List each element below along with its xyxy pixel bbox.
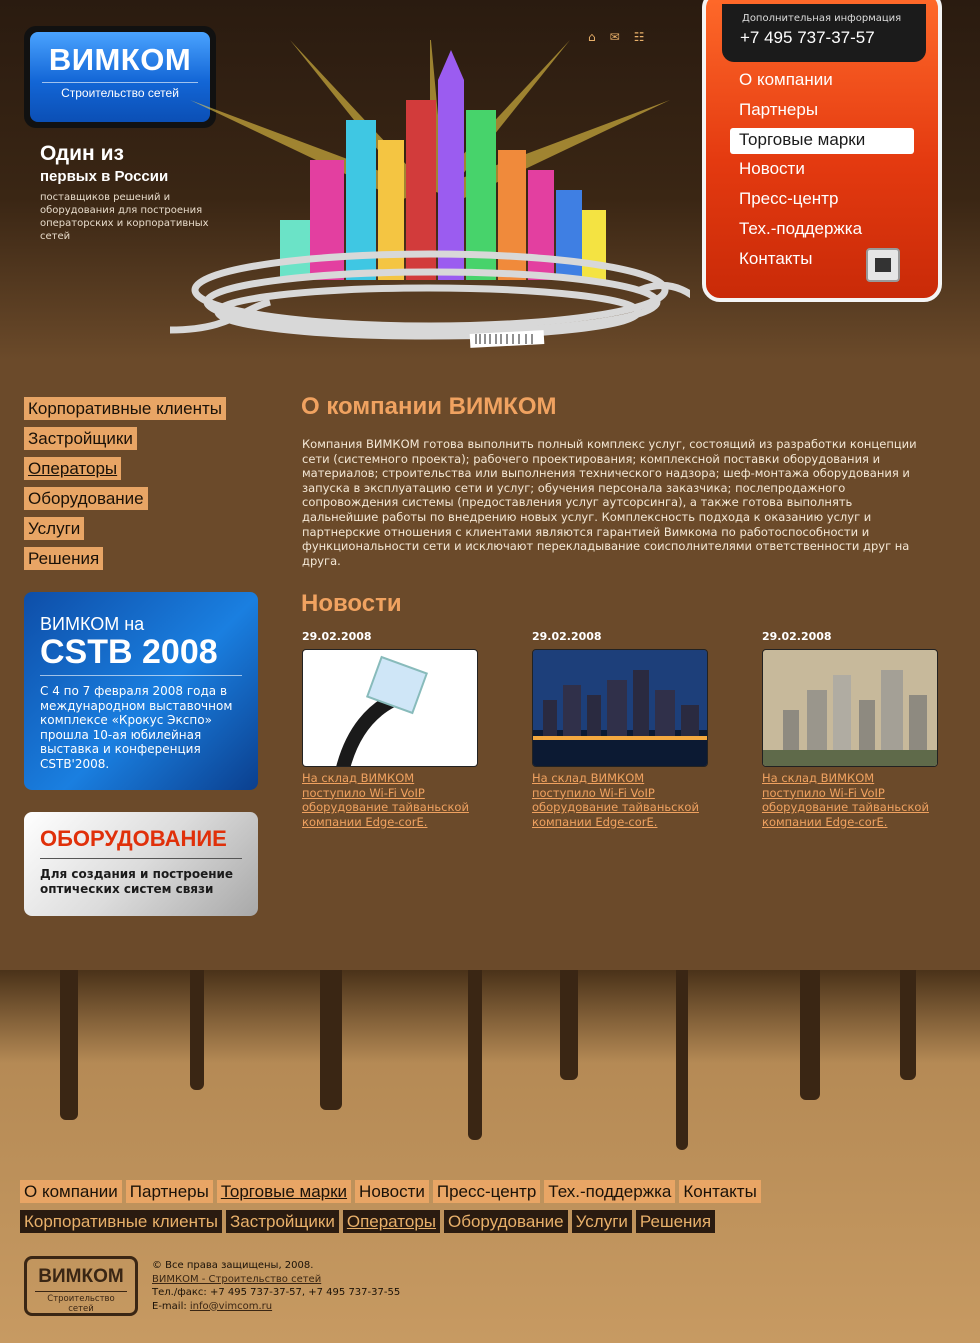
footer-link-equipment[interactable]: Оборудование <box>444 1210 568 1233</box>
footer-link-corporate[interactable]: Корпоративные клиенты <box>20 1210 222 1233</box>
top-icons <box>588 30 644 44</box>
footer-link-developers[interactable]: Застройщики <box>226 1210 339 1233</box>
tagline-mid: первых в России <box>40 168 169 185</box>
left-menu-developers[interactable]: Застройщики <box>24 427 137 450</box>
news-link[interactable]: На склад ВИМКОМ поступило Wi-Fi VoIP оборудование тайваньской компании Edge-corE. <box>762 771 929 829</box>
footer-link-solutions[interactable]: Решения <box>636 1210 715 1233</box>
phone-label: Дополнительная информация <box>742 13 902 24</box>
nav-item-about[interactable]: О компании <box>739 70 833 89</box>
news-item <box>532 630 708 829</box>
paint-drip <box>676 970 688 1150</box>
paint-drip <box>800 970 820 1100</box>
footer-nav-secondary <box>20 1210 715 1233</box>
left-menu-corporate[interactable]: Корпоративные клиенты <box>24 397 226 420</box>
nav-item-news[interactable]: Новости <box>739 159 805 179</box>
sitemap-icon[interactable]: ☷ <box>633 30 645 44</box>
footer-logo[interactable] <box>24 1256 138 1316</box>
tagline-big: Один из <box>40 142 124 165</box>
news-item <box>302 630 478 829</box>
copyright: © Все права защищены, 2008. <box>152 1260 314 1271</box>
paint-drip <box>900 970 916 1080</box>
logo-subtitle: Строительство сетей <box>42 82 198 100</box>
mail-icon[interactable]: ✉ <box>609 30 620 44</box>
footer-link-brands[interactable]: Торговые марки <box>217 1180 351 1203</box>
cstb-banner-line1: ВИМКОМ на <box>40 614 145 634</box>
footer-link-contacts[interactable]: Контакты <box>679 1180 760 1203</box>
phone-box <box>722 4 926 62</box>
phone-number: +7 495 737-37-57 <box>740 28 875 47</box>
left-menu-operators[interactable]: Операторы <box>24 457 121 480</box>
logo-name: ВИМКОМ <box>48 42 192 77</box>
paint-drip <box>468 970 482 1140</box>
main-nav <box>730 68 914 277</box>
skyscrapers-photo[interactable] <box>762 649 938 767</box>
nav-item-support[interactable]: Тех.-поддержка <box>739 218 863 238</box>
left-menu <box>24 397 226 577</box>
email-label: E-mail: <box>152 1300 190 1312</box>
footer-site-link[interactable]: ВИМКОМ - Строительство сетей <box>152 1273 322 1285</box>
cstb-banner-line2: CSTB 2008 <box>40 633 218 671</box>
paint-drip <box>60 970 78 1120</box>
footer-nav-main <box>20 1180 761 1203</box>
main-nav-panel <box>702 0 942 302</box>
night-city-photo[interactable] <box>532 649 708 767</box>
nav-item-press[interactable]: Пресс-центр <box>739 189 839 209</box>
paint-drip <box>190 970 204 1090</box>
news-date: 29.02.2008 <box>762 630 832 643</box>
about-title: О компании ВИМКОМ <box>301 393 557 420</box>
news-date: 29.02.2008 <box>302 630 372 643</box>
cstb-banner[interactable] <box>24 592 258 790</box>
footer-phones: Тел./факс: +7 495 737-37-57, +7 495 737-37-55 <box>152 1287 401 1298</box>
footer-link-services[interactable]: Услуги <box>572 1210 632 1233</box>
news-link[interactable]: На склад ВИМКОМ поступило Wi-Fi VoIP оборудование тайваньской компании Edge-corE. <box>532 771 699 829</box>
nav-item-brands[interactable]: Торговые марки <box>730 128 914 154</box>
banner-divider <box>40 675 242 676</box>
footer-background <box>0 970 980 1343</box>
about-text: Компания ВИМКОМ готова выполнить полный комплекс услуг, состоящий из разработки концепции сети (системного проекта); рабочего проектирования; комплексной поставки оборудования и материалов; строительства или выполнения технического надзора; шеф-монтажа оборудования и запуска в эксплуатацию сети и услуг; обучения персонала заказчика; послепродажного сопровождения системы (предоставления услуг аутсорсинга), а также готова выполнять дальнейшие работы по внедрению новых услуг. Комплексность подхода к оказанию услуг и партнерские отношения с клиентами являются гарантией Вимкома по работоспособности и функциональности сети и исключают перекладывание соисполнителями ответственности друг на друга. <box>302 437 917 568</box>
left-menu-services[interactable]: Услуги <box>24 517 84 540</box>
footer-link-support[interactable]: Тех.-поддержка <box>544 1180 675 1203</box>
banner-divider <box>40 858 242 859</box>
news-date: 29.02.2008 <box>532 630 602 643</box>
nav-item-contacts[interactable]: Контакты <box>739 248 813 268</box>
city-cable-illustration <box>170 40 690 360</box>
equipment-banner-text: Для создания и построение оптических систем связи <box>40 867 234 896</box>
footer-info <box>152 1259 400 1313</box>
tagline-small: поставщиков решений и оборудования для построения операторских и корпоративных сетей <box>40 192 209 242</box>
equipment-banner[interactable] <box>24 812 258 916</box>
news-item <box>762 630 938 829</box>
footer-logo-subtitle: Строительство сетей <box>35 1291 127 1314</box>
footer-link-about[interactable]: О компании <box>20 1180 122 1203</box>
news-link[interactable]: На склад ВИМКОМ поступило Wi-Fi VoIP оборудование тайваньской компании Edge-corE. <box>302 771 469 829</box>
left-menu-equipment[interactable]: Оборудование <box>24 487 148 510</box>
equipment-banner-title: ОБОРУДОВАНИЕ <box>40 826 227 851</box>
footer-logo-name: ВИМКОМ <box>38 1266 124 1287</box>
footer-link-press[interactable]: Пресс-центр <box>433 1180 540 1203</box>
footer-link-partners[interactable]: Партнеры <box>126 1180 213 1203</box>
network-cable-photo[interactable] <box>302 649 478 767</box>
footer-link-operators[interactable]: Операторы <box>343 1210 440 1233</box>
left-menu-solutions[interactable]: Решения <box>24 547 103 570</box>
paint-drip <box>320 970 342 1110</box>
nav-item-partners[interactable]: Партнеры <box>739 99 819 119</box>
home-icon[interactable]: ⌂ <box>588 30 596 44</box>
footer-email-link[interactable]: info@vimcom.ru <box>189 1300 273 1312</box>
rj45-socket-icon <box>866 248 900 282</box>
footer-link-news[interactable]: Новости <box>355 1180 429 1203</box>
cstb-banner-text: С 4 по 7 февраля 2008 года в международном выставочном комплексе «Крокус Экспо» прошла 10-ая юбилейная выставка и конференция CSTB'2008. <box>40 684 233 771</box>
news-title: Новости <box>301 590 402 617</box>
paint-drip <box>560 970 578 1080</box>
